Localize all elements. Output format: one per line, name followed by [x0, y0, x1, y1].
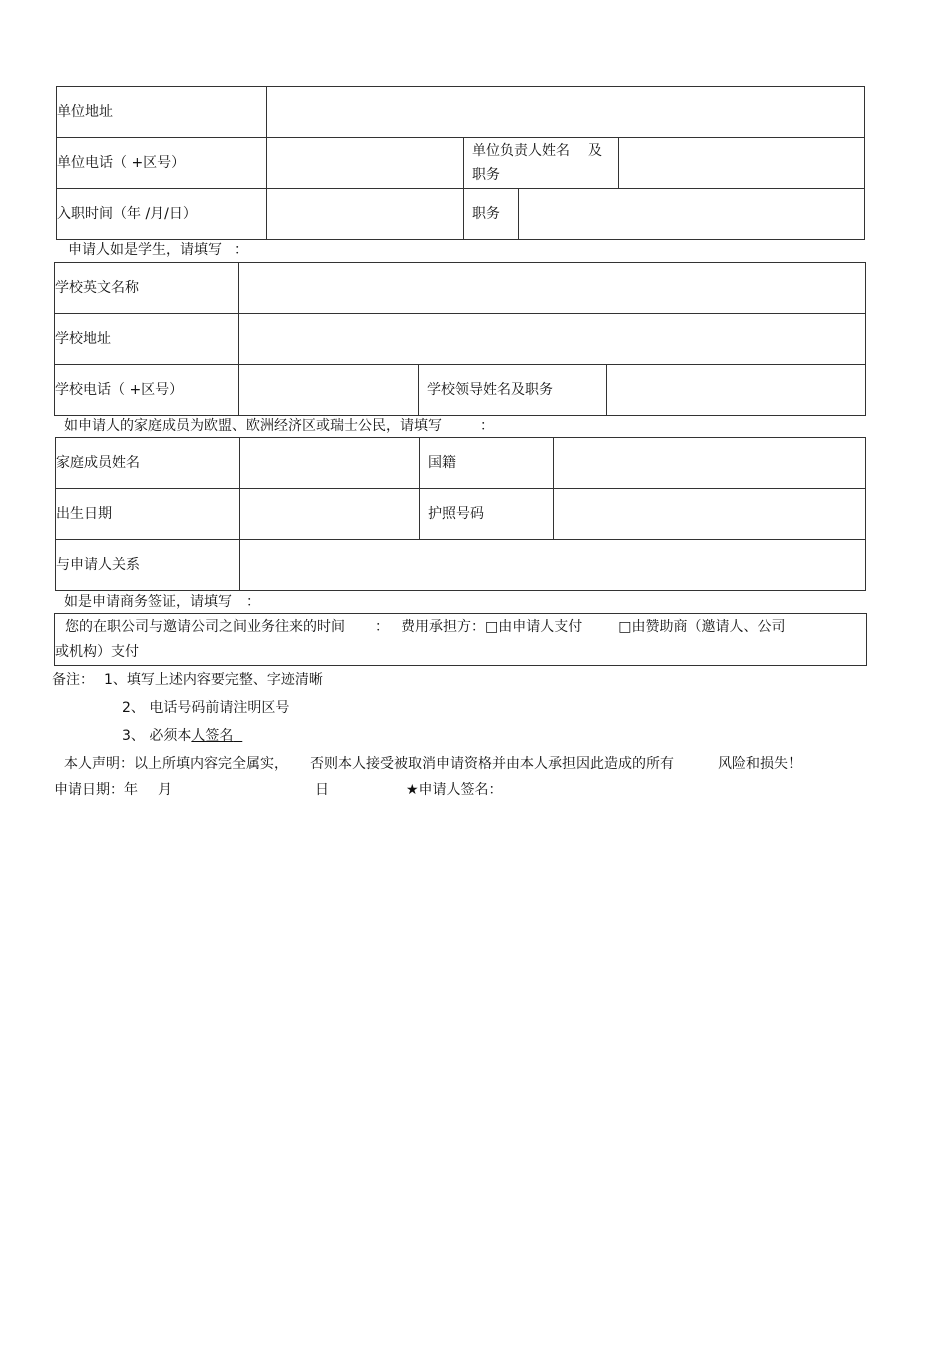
unit-head-label: [464, 138, 619, 189]
student-heading: [68, 240, 248, 260]
unit-address-label: 单位地址: [57, 87, 267, 138]
option-sponsor-checkbox[interactable]: □由赞助商（邀请人、公司: [618, 619, 786, 635]
unit-phone-field[interactable]: [267, 138, 464, 189]
school-table: [54, 262, 866, 416]
family-heading: [64, 416, 494, 436]
school-phone-field[interactable]: [239, 365, 419, 416]
student-heading-text: 申请人如是学生，请填写: [68, 242, 222, 258]
declaration-part-2: 否则本人接受被取消申请资格并由本人承担因此造成的所有: [310, 756, 674, 772]
note-line-2: [122, 698, 289, 718]
birth-date-field[interactable]: [240, 489, 420, 540]
application-date-day: 日: [315, 782, 329, 798]
application-date-month: 月: [158, 782, 172, 798]
business-heading-text: 如是申请商务签证，请填写: [64, 594, 232, 610]
cost-bearer-label: 费用承担方：: [401, 619, 485, 635]
application-date-label: 申请日期：年: [54, 782, 138, 798]
note-item-3-prefix: 3、 必须本: [122, 728, 192, 744]
note-item-2: 2、 电话号码前请注明区号: [122, 700, 290, 716]
declaration-line: [64, 754, 802, 774]
nationality-label: 国籍: [420, 438, 554, 489]
note-line-3: [122, 726, 242, 746]
note-item-3-underlined: [191, 728, 242, 744]
relationship-label: 与申请人关系: [56, 540, 240, 591]
school-address-label: 学校地址: [55, 314, 239, 365]
business-time-colon: ：: [375, 619, 389, 635]
position-field[interactable]: [519, 189, 865, 240]
declaration-part-3: 风险和损失！: [718, 756, 802, 772]
business-heading-colon: ：: [246, 594, 260, 610]
unit-head-field[interactable]: [619, 138, 865, 189]
school-phone-label: 学校电话（ +区号）: [55, 365, 239, 416]
entry-date-label: 入职时间（年 /月/日）: [57, 189, 267, 240]
business-cell[interactable]: [55, 614, 867, 666]
birth-date-label: 出生日期: [56, 489, 240, 540]
school-leader-label: 学校领导姓名及职务: [419, 365, 607, 416]
unit-address-field[interactable]: [267, 87, 865, 138]
school-english-name-label: 学校英文名称: [55, 263, 239, 314]
declaration-part-1: 本人声明：以上所填内容完全属实，: [64, 756, 288, 772]
school-address-field[interactable]: [239, 314, 866, 365]
school-english-name-field[interactable]: [239, 263, 866, 314]
unit-head-label-b: 及: [588, 143, 602, 159]
applicant-signature-label: ★申请人签名：: [406, 782, 503, 798]
family-heading-colon: ：: [480, 418, 494, 434]
note-label: 备注：: [52, 672, 94, 688]
relationship-field[interactable]: [240, 540, 866, 591]
passport-no-label: 护照号码: [420, 489, 554, 540]
passport-no-field[interactable]: [554, 489, 866, 540]
business-time-label: 您的在职公司与邀请公司之间业务往来的时间: [65, 619, 345, 635]
employment-table: [56, 86, 865, 240]
family-heading-text: 如申请人的家庭成员为欧盟、欧洲经济区或瑞士公民，请填写: [64, 418, 442, 434]
application-date-line: [54, 780, 172, 800]
note-line-1: [52, 670, 323, 690]
unit-head-label-c: 职务: [472, 167, 500, 183]
family-table: [55, 437, 866, 591]
option-sponsor-cont: 或机构）支付: [55, 644, 139, 660]
unit-head-label-a: 单位负责人姓名: [472, 143, 570, 159]
student-heading-colon: ：: [234, 242, 248, 258]
nationality-field[interactable]: [554, 438, 866, 489]
note-item-1: 1、填写上述内容要完整、字迹清晰: [104, 672, 323, 688]
member-name-field[interactable]: [240, 438, 420, 489]
business-heading: [64, 592, 260, 612]
note-item-3-underlined-text: 人签名: [191, 728, 234, 744]
option-self-checkbox[interactable]: □由申请人支付: [485, 619, 583, 635]
member-name-label: 家庭成员姓名: [56, 438, 240, 489]
position-label: 职务: [464, 189, 519, 240]
unit-phone-label: 单位电话（ +区号）: [57, 138, 267, 189]
business-table: [54, 613, 867, 666]
entry-date-field[interactable]: [267, 189, 464, 240]
school-leader-field[interactable]: [607, 365, 866, 416]
